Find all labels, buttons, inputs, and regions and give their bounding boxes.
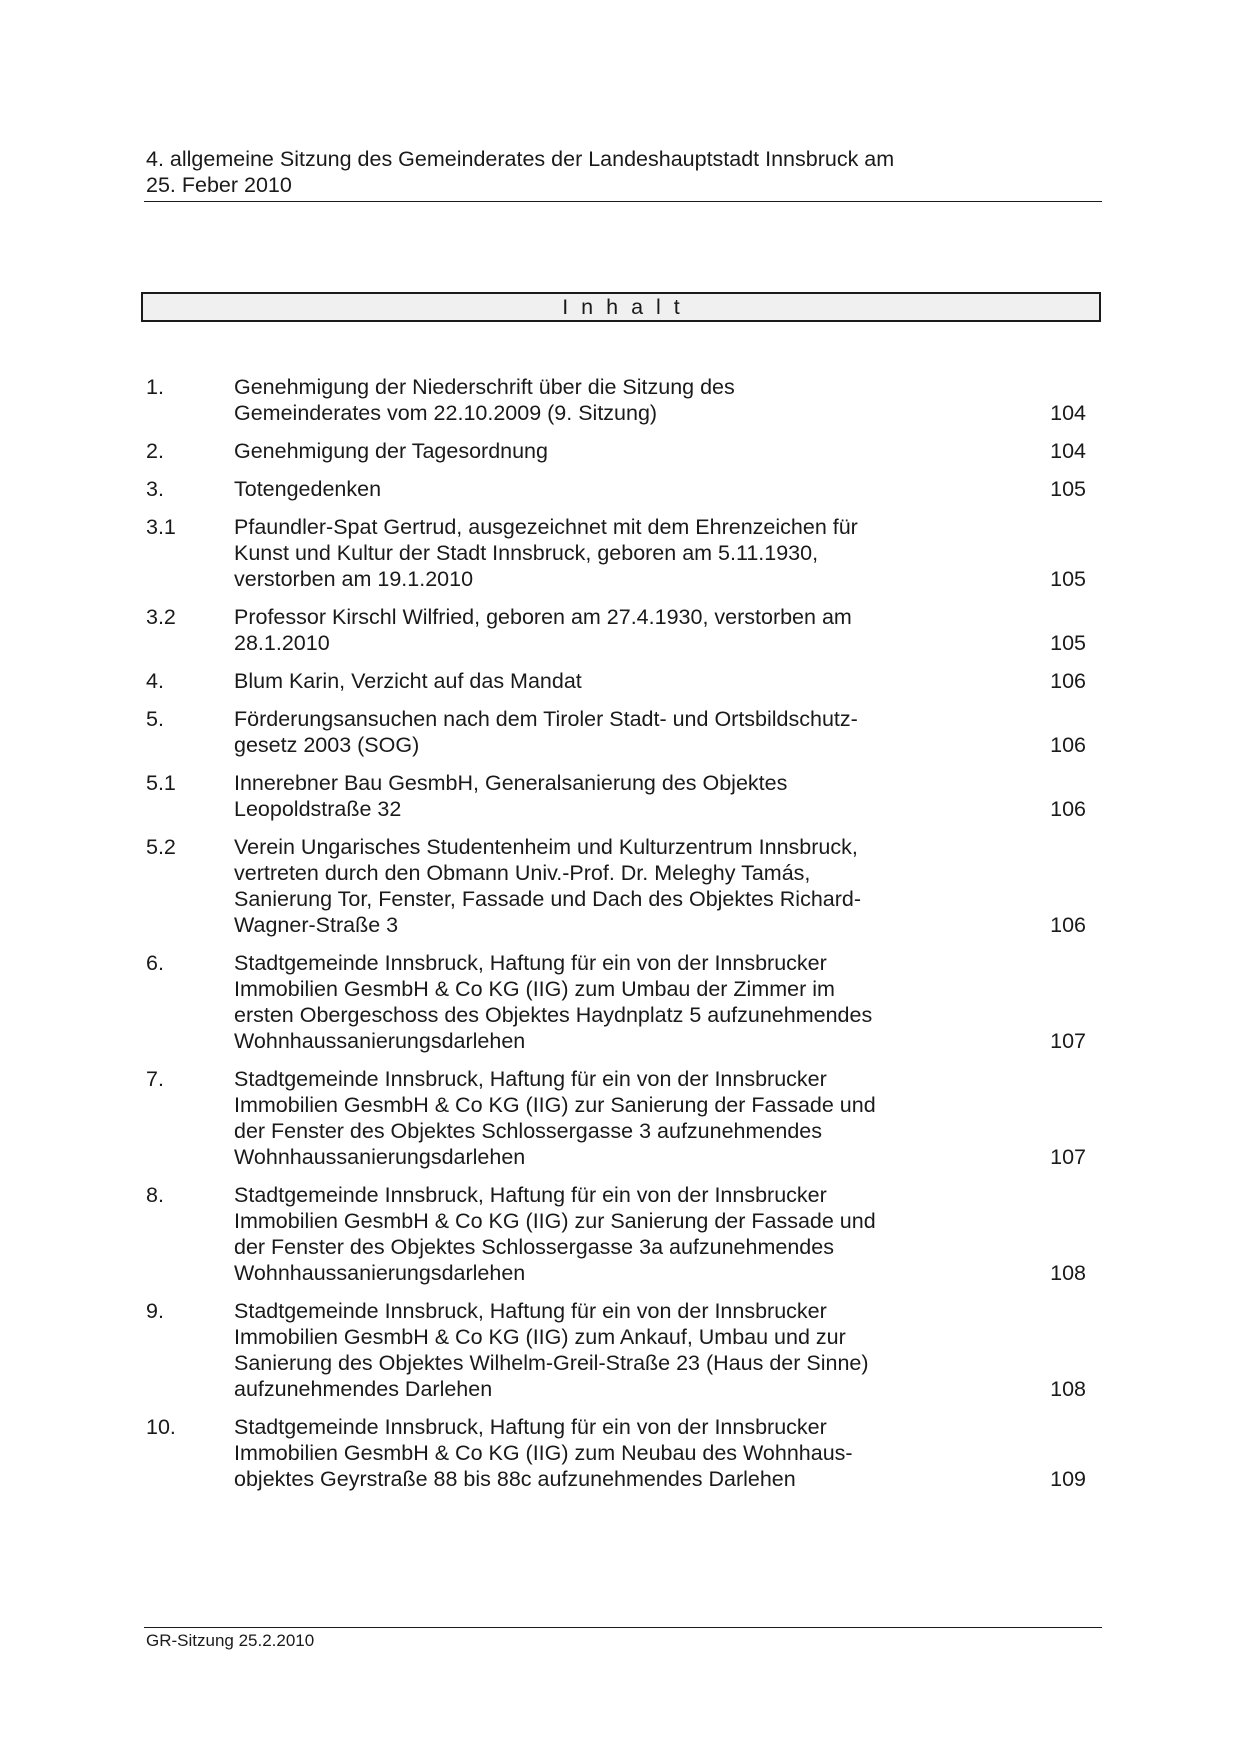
toc-entry-page: 105 — [1050, 477, 1086, 501]
toc-entry-number: 7. — [146, 1067, 164, 1091]
toc-entry-page: 105 — [1050, 567, 1086, 591]
toc-entry-title: Stadtgemeinde Innsbruck, Haftung für ein von der Innsbrucker Immobilien GesmbH & Co KG (IIG) zum Umbau der Zimmer im ersten Obergeschoss des Objektes Haydnplatz 5 aufzunehmendes Wohnhaussanierungsdarlehen — [234, 951, 873, 1053]
toc-entry — [146, 706, 1086, 758]
toc-entry-page: 106 — [1050, 669, 1086, 693]
toc-entry-page: 106 — [1050, 733, 1086, 757]
toc-entry-page: 106 — [1050, 913, 1086, 937]
toc-entry-number: 6. — [146, 951, 164, 975]
table-of-contents — [146, 374, 1086, 1504]
toc-entry — [146, 1414, 1086, 1492]
header-divider — [144, 201, 1102, 202]
header-title-line-1: 4. allgemeine Sitzung des Gemeinderates der Landeshauptstadt Innsbruck am — [146, 147, 895, 171]
toc-entry-page: 106 — [1050, 797, 1086, 821]
toc-entry-title: Genehmigung der Niederschrift über die Sitzung des Gemeinderates vom 22.10.2009 (9. Sitzung) — [234, 375, 735, 425]
toc-entry-title: Stadtgemeinde Innsbruck, Haftung für ein von der Innsbrucker Immobilien GesmbH & Co KG (IIG) zum Neubau des Wohnhaus- objektes Geyrstraße 88 bis 88c aufzunehmendes Darlehen — [234, 1415, 853, 1491]
toc-entry-page: 104 — [1050, 439, 1086, 463]
toc-entry — [146, 374, 1086, 426]
toc-entry-page: 107 — [1050, 1145, 1086, 1169]
toc-entry-number: 9. — [146, 1299, 164, 1323]
toc-entry — [146, 668, 1086, 694]
toc-entry-title: Blum Karin, Verzicht auf das Mandat — [234, 669, 582, 693]
contents-heading: Inhalt — [562, 295, 693, 319]
toc-entry-title: Pfaundler-Spat Gertrud, ausgezeichnet mit dem Ehrenzeichen für Kunst und Kultur der Stadt Innsbruck, geboren am 5.11.1930, verstorben am 19.1.2010 — [234, 515, 858, 591]
contents-heading-box — [141, 292, 1101, 322]
toc-entry-title: Verein Ungarisches Studentenheim und Kulturzentrum Innsbruck, vertreten durch den Obmann Univ.-Prof. Dr. Meleghy Tamás, Sanierung Tor, Fenster, Fassade und Dach des Objektes Richard- Wagner-Straße 3 — [234, 835, 862, 937]
toc-entry-title: Innerebner Bau GesmbH, Generalsanierung des Objektes Leopoldstraße 32 — [234, 771, 788, 821]
toc-entry — [146, 950, 1086, 1054]
document-header — [146, 146, 1102, 198]
toc-entry-title: Professor Kirschl Wilfried, geboren am 27.4.1930, verstorben am 28.1.2010 — [234, 605, 852, 655]
toc-entry-title: Stadtgemeinde Innsbruck, Haftung für ein von der Innsbrucker Immobilien GesmbH & Co KG (IIG) zum Ankauf, Umbau und zur Sanierung des Objektes Wilhelm-Greil-Straße 23 (Haus der Sinne) aufzunehmendes Darlehen — [234, 1299, 869, 1401]
toc-entry-title: Stadtgemeinde Innsbruck, Haftung für ein von der Innsbrucker Immobilien GesmbH & Co KG (IIG) zur Sanierung der Fassade und der Fenster des Objektes Schlossergasse 3a aufzunehmendes Wohnhaussanierungsdarlehen — [234, 1183, 876, 1285]
toc-entry-page: 104 — [1050, 401, 1086, 425]
toc-entry-number: 4. — [146, 669, 164, 693]
toc-entry-page: 105 — [1050, 631, 1086, 655]
toc-entry-number: 10. — [146, 1415, 176, 1439]
toc-entry-title: Totengedenken — [234, 477, 382, 501]
toc-entry-page: 109 — [1050, 1467, 1086, 1491]
toc-entry-number: 5. — [146, 707, 164, 731]
toc-entry-number: 5.1 — [146, 771, 176, 795]
toc-entry — [146, 834, 1086, 938]
toc-entry — [146, 1182, 1086, 1286]
toc-entry-number: 3.1 — [146, 515, 176, 539]
toc-entry-number: 5.2 — [146, 835, 176, 859]
toc-entry-number: 3. — [146, 477, 164, 501]
toc-entry-title: Stadtgemeinde Innsbruck, Haftung für ein von der Innsbrucker Immobilien GesmbH & Co KG (IIG) zur Sanierung der Fassade und der Fenster des Objektes Schlossergasse 3 aufzunehmendes Wohnhaussanierungsdarlehen — [234, 1067, 876, 1169]
toc-entry-number: 8. — [146, 1183, 164, 1207]
footer-divider — [144, 1627, 1102, 1628]
toc-entry — [146, 770, 1086, 822]
toc-entry-page: 108 — [1050, 1377, 1086, 1401]
toc-entry-title: Genehmigung der Tagesordnung — [234, 439, 548, 463]
toc-entry-number: 2. — [146, 439, 164, 463]
toc-entry-page: 108 — [1050, 1261, 1086, 1285]
toc-entry-number: 3.2 — [146, 605, 176, 629]
page-footer: GR-Sitzung 25.2.2010 — [146, 1631, 315, 1650]
toc-entry — [146, 514, 1086, 592]
toc-entry-number: 1. — [146, 375, 164, 399]
toc-entry — [146, 604, 1086, 656]
header-title-line-2: 25. Feber 2010 — [146, 173, 292, 197]
toc-entry — [146, 438, 1086, 464]
toc-entry-page: 107 — [1050, 1029, 1086, 1053]
toc-entry-title: Förderungsansuchen nach dem Tiroler Stadt- und Ortsbildschutz- gesetz 2003 (SOG) — [234, 707, 858, 757]
toc-entry — [146, 1298, 1086, 1402]
toc-entry — [146, 1066, 1086, 1170]
toc-entry — [146, 476, 1086, 502]
